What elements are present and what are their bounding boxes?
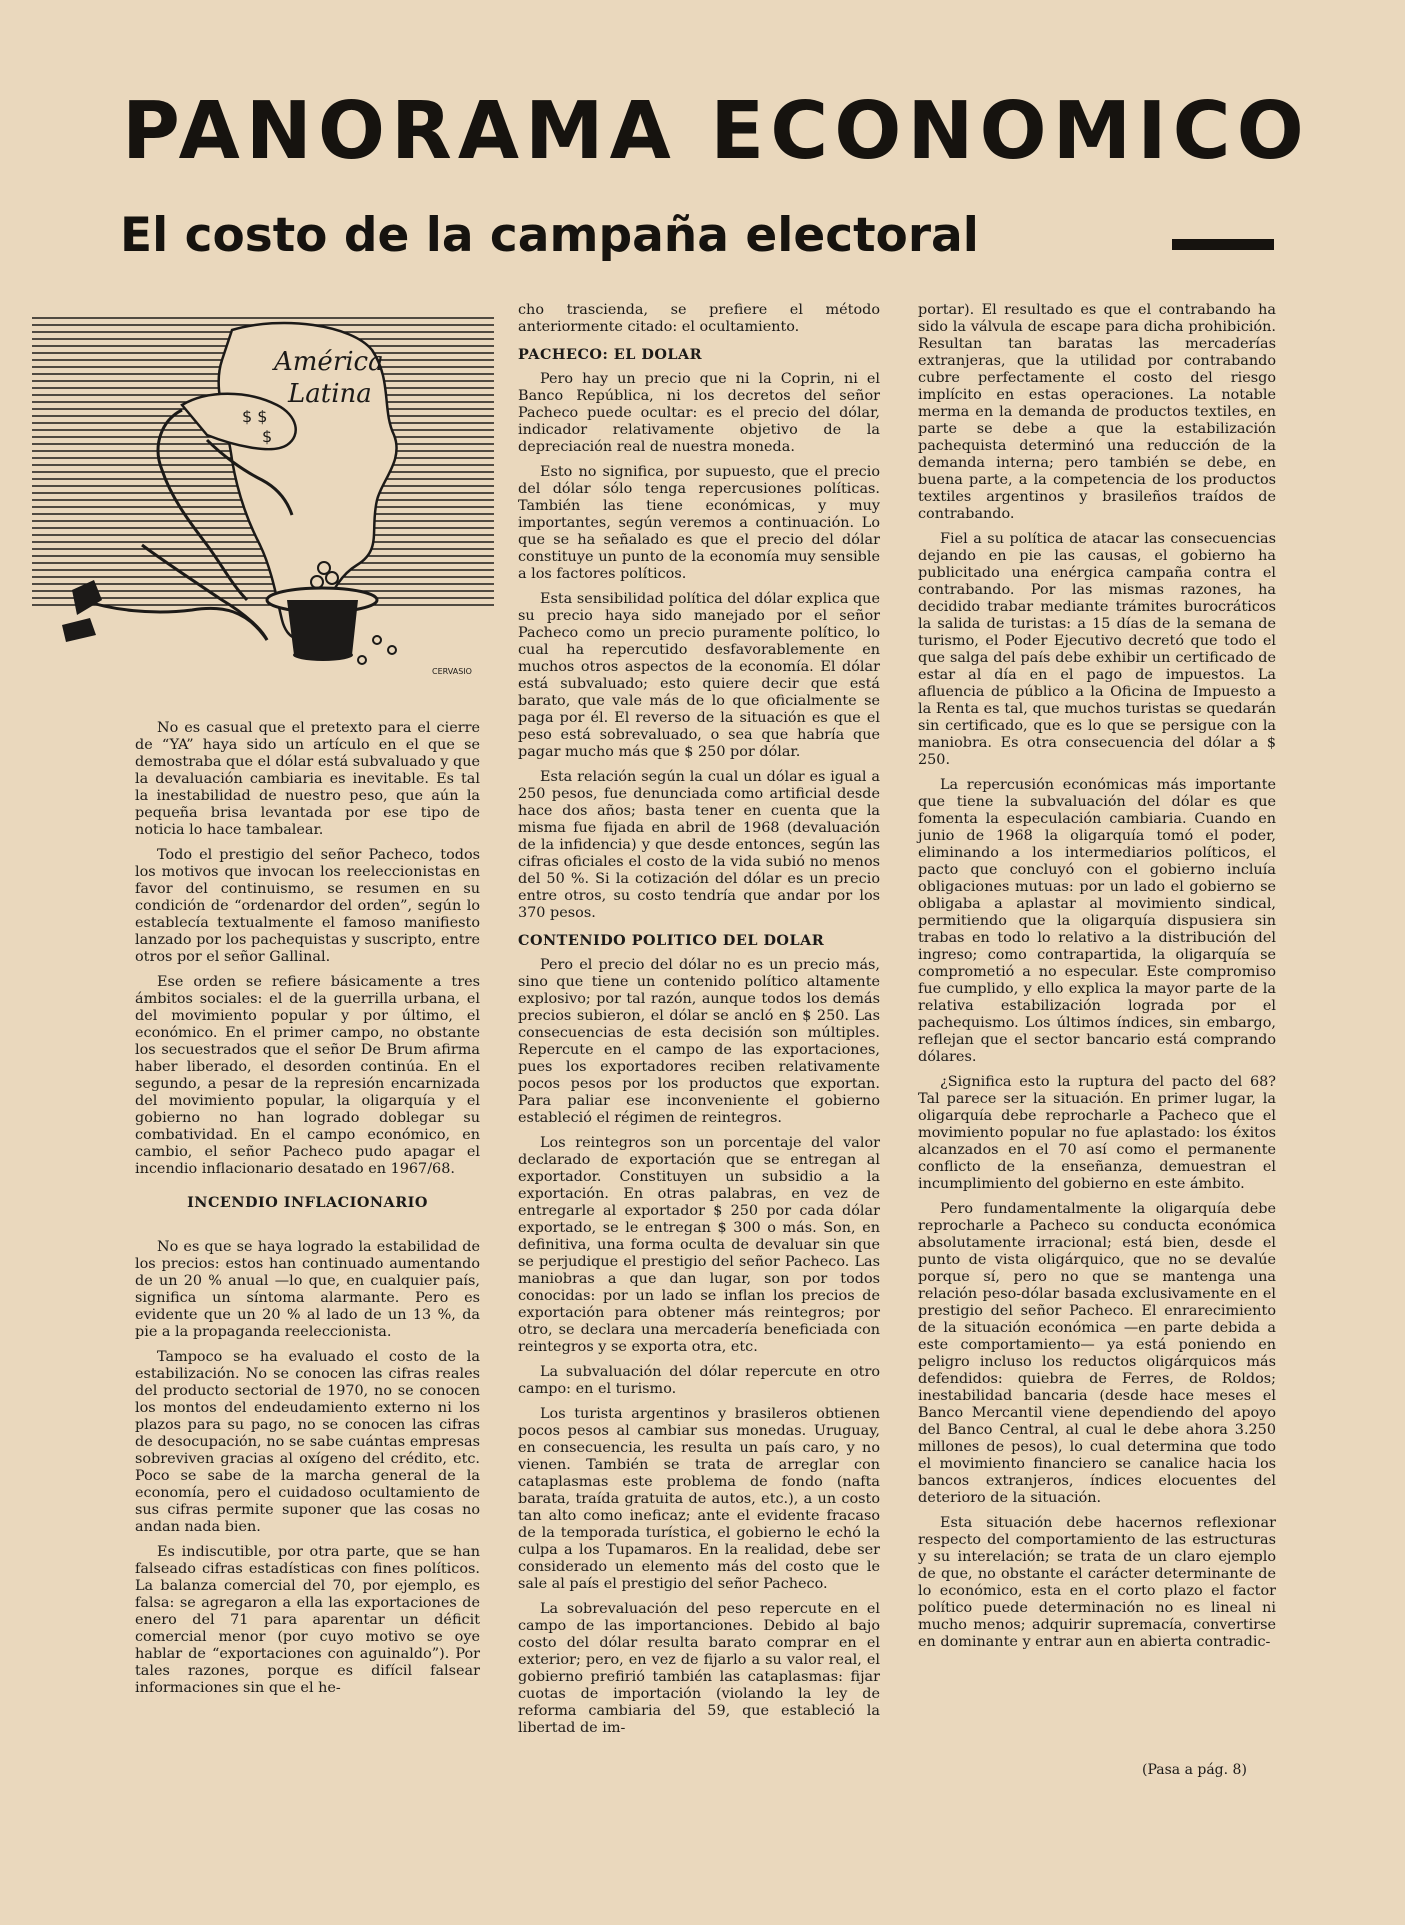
section-heading: CONTENIDO POLITICO DEL DOLAR bbox=[518, 932, 825, 949]
paragraph: Esta sensibilidad política del dólar explica que su precio haya sido manejado por el señor Pacheco como un precio puramente político, lo cual ha repercutido desfavorablemente en muchos otros aspectos de la economía. El dólar está subvaluado; esto quiere decir que está barato, que vale más de lo que oficialmente se paga por él. El reverso de la situación es que el peso está sobrevaluado, o sea que habría que pagar mucho más que $ 250 por dólar. bbox=[518, 591, 880, 760]
paragraph: Pero hay un precio que ni la Coprin, ni el Banco República, ni los decretos del señor Pacheco puede ocultar: es el precio del dólar, indicador relativamente objetivo de la depreciación real de nuestra moneda. bbox=[518, 371, 880, 455]
paragraph: Pero el precio del dólar no es un precio más, sino que tiene un contenido político altamente explosivo; por tal razón, aunque todos los demás precios subieron, el dólar se ancló en $ 250. Las consecuencias de esta decisión son múltiples. Repercute en el campo de las exportaciones, pues los exportadores reciben relativamente pocos pesos por los productos que exportan. Para paliar ese inconveniente el gobierno estableció el régimen de reintegros. bbox=[518, 957, 880, 1126]
paragraph: cho trascienda, se prefiere el método anteriormente citado: el ocultamiento. bbox=[518, 302, 880, 335]
paragraph: La sobrevaluación del peso repercute en el campo de las importanciones. Debido al bajo costo del dólar resulta barato comprar en el exterior; pero, en vez de fijarlo a su valor real, el gobierno prefirió también las cataplasmas: fijar cuotas de importación (violando la ley de reforma cambiaria del 59, que estableció la libertad de im- bbox=[518, 1601, 880, 1736]
paragraph: portar). El resultado es que el contrabando ha sido la válvula de escape para dicha prohibición. Resultan tan baratas las mercaderías extranjeras, que la utilidad por contrabando cubre perfectamente el costo del riesgo implícito en estas operaciones. La notable merma en la demanda de productos textiles, en parte se debe a que la estabilización pachequista determinó una reducción de la demanda interna; pero también se debe, en buena parte, a la competencia de los productos textiles argentinos y brasileños traídos de contrabando. bbox=[918, 302, 1276, 522]
cartoon-caption-line1: América bbox=[274, 347, 384, 377]
paragraph: La repercusión económicas más importante que tiene la subvaluación del dólar es que fomenta la especulación cambiaria. Cuando en junio de 1968 la oligarquía tomó el poder, eliminando a los intermediarios políticos, el pacto que concluyó con el gobierno incluía obligaciones mutuas: por un lado el gobierno se obligaba a aplastar al movimiento sindical, permitiendo que la oligarquía dispusiera sin trabas en todo lo relativo a la distribución del ingreso; como contrapartida, la oligarquía se comprometió a no especular. Este compromiso fue cumplido, y ello explica la mayor parte de la relativa estabilización lograda por el pachequismo. Los últimos índices, sin embargo, reflejan que el sector bancario está comprando dólares. bbox=[918, 777, 1276, 1065]
paragraph: No es casual que el pretexto para el cierre de “YA” haya sido un artículo en el que se demostraba que el dólar está subvaluado y que la devaluación cambiaria es inevitable. Es tal la inestabilidad de nuestro peso, que aún la pequeña brisa levantada por ese tipo de noticia lo hace tambalear. bbox=[135, 720, 480, 838]
section-heading: INCENDIO INFLACIONARIO bbox=[187, 1194, 428, 1211]
paragraph: No es que se haya logrado la estabilidad de los precios: estos han continuado aumentando de un 20 % anual —lo que, en cualquier país, significa un síntoma alarmante. Pero es evidente que un 20 % al lado de un 13 %, da pie a la propaganda reeleccionista. bbox=[135, 1239, 480, 1340]
paragraph: La subvaluación del dólar repercute en otro campo: en el turismo. bbox=[518, 1364, 880, 1397]
column-3 bbox=[918, 302, 1276, 1659]
paragraph: Es indiscutible, por otra parte, que se han falseado cifras estadísticas con fines políticos. La balanza comercial del 70, por ejemplo, es falsa: se agregaron a ella las exportaciones de enero del 71 para aparentar un déficit comercial menor (por cuyo motivo se oye hablar de “exportaciones con aguinaldo”). Por tales razones, porque es difícil falsear informaciones sin que el he- bbox=[135, 1544, 480, 1696]
cartoon-caption-line2: Latina bbox=[288, 379, 372, 409]
column-2 bbox=[518, 302, 880, 1745]
svg-text:$: $ bbox=[262, 427, 273, 446]
paragraph: Esta situación debe hacernos reflexionar respecto del comportamiento de las estructuras y su interelación; se trata de un claro ejemplo de que, no obstante el carácter determinante de lo económico, esta en el corto plazo el factor político puede determinación no es lineal ni mucho menos; adquirir supremacía, convertirse en dominante y entrar aun en abierta contradic- bbox=[918, 1515, 1276, 1650]
cartoon-signature: CERVASIO bbox=[432, 667, 472, 676]
continued-note: (Pasa a pág. 8) bbox=[1142, 1762, 1247, 1778]
paragraph: ¿Significa esto la ruptura del pacto del 68? Tal parece ser la situación. En primer lugar, la oligarquía debe reprocharle a Pacheco que el movimiento popular no fue aplastado: los éxitos alcanzados en el 70 así como el permanente conflicto de la enseñanza, demuestran el incumplimiento del gobierno en este ámbito. bbox=[918, 1074, 1276, 1192]
section-heading: PACHECO: EL DOLAR bbox=[518, 346, 703, 363]
paragraph: Los turista argentinos y brasileros obtienen pocos pesos al cambiar sus monedas. Uruguay, en consecuencia, les resulta un país caro, y no vienen. También se trata de arreglar con cataplasmas este problema de fondo (nafta barata, traída gratuita de autos, etc.), a un costo tan alto como ineficaz; ante el evidente fracaso de la temporada turística, el gobierno le echó la culpa a los Tupamaros. En la realidad, debe ser considerado un elemento más del costo que le sale al país el prestigio del señor Pacheco. bbox=[518, 1406, 880, 1592]
paragraph: Los reintegros son un porcentaje del valor declarado de exportación que se entregan al exportador. Constituyen un subsidio a la exportación. En otras palabras, en vez de entregarle al exportador $ 250 por cada dólar exportado, se le entregan $ 300 o más. Son, en definitiva, una forma oculta de devaluar sin que se perjudique el prestigio del señor Pacheco. Las maniobras a que dan lugar, son por todos conocidas: por un lado se inflan los precios de exportación para obtener más reintegros; por otro, se declara una mercadería beneficiada con reintegros y se exporta otra, etc. bbox=[518, 1135, 880, 1355]
masthead: PANORAMA ECONOMICO bbox=[122, 85, 1310, 177]
svg-text:$ $: $ $ bbox=[242, 407, 268, 426]
column-1 bbox=[135, 720, 480, 1705]
article-title: El costo de la campaña electoral bbox=[120, 208, 979, 263]
cartoon-illustration bbox=[32, 310, 494, 678]
paragraph: Fiel a su política de atacar las consecuencias dejando en pie las causas, el gobierno ha publicitado una enérgica campaña contra el contrabando. Por las mismas razones, ha decidido trabar mediante trámites burocráticos la salida de turistas: a 15 días de la semana de turismo, el Poder Ejecutivo decretó que todo el que salga del país debe exhibir un certificado de estar al día en el pago de impuestos. La afluencia de público a la Oficina de Impuesto a la Renta es tal, que muchos turistas se quedarán sin certificado, que es lo que se persigue con la maniobra. Es otra consecuencia del dólar a $ 250. bbox=[918, 531, 1276, 768]
paragraph: Esto no significa, por supuesto, que el precio del dólar sólo tenga repercusiones políticas. También las tiene económicas, y muy importantes, según veremos a continuación. Lo que se ha señalado es que el precio del dólar constituye un punto de la economía muy sensible a los factores políticos. bbox=[518, 464, 880, 582]
paragraph: Esta relación según la cual un dólar es igual a 250 pesos, fue denunciada como artificial desde hace dos años; basta tener en cuenta que la misma fue fijada en abril de 1968 (devaluación de la infidencia) y que desde entonces, según las cifras oficiales el costo de la vida subió no menos del 50 %. Si la cotización del dólar es un precio entre otros, su costo tendría que andar por los 370 pesos. bbox=[518, 769, 880, 921]
title-rule bbox=[1172, 239, 1274, 250]
paragraph: Ese orden se refiere básicamente a tres ámbitos sociales: el de la guerrilla urbana, el del movimiento popular y por último, el económico. En el primer campo, no obstante los secuestrados que el señor De Brum afirma haber liberado, el desorden continúa. En el segundo, a pesar de la represión encarnizada del movimiento popular, la oligarquía y el gobierno no han logrado doblegar su combatividad. En el campo económico, en cambio, el señor Pacheco pudo apagar el incendio inflacionario desatado en 1967/68. bbox=[135, 974, 480, 1177]
paragraph: Pero fundamentalmente la oligarquía debe reprocharle a Pacheco su conducta económica absolutamente irracional; está bien, desde el punto de vista oligárquico, que no se devalúe porque sí, pero no que se mantenga una relación peso-dólar basada exclusivamente en el prestigio del señor Pacheco. El enrarecimiento de la situación económica —en parte debida a este comportamiento— ya está poniendo en peligro incluso los reductos oligárquicos más defendidos: quiebra de Ferres, de Roldos; inestabilidad bancaria (desde hace meses el Banco Mercantil viene dependiendo del apoyo del Banco Central, al cual le debe ahora 3.250 millones de pesos), lo cual determina que todo el movimiento financiero se canalice hacia los bancos extranjeros, índices elocuentes del deterioro de la situación. bbox=[918, 1201, 1276, 1506]
paragraph: Tampoco se ha evaluado el costo de la estabilización. No se conocen las cifras reales del producto sectorial de 1970, no se conocen los montos del endeudamiento externo ni los plazos para su pago, no se conocen las cifras de desocupación, no se sabe cuántas empresas sobreviven gracias al oxígeno del crédito, etc. Poco se sabe de la marcha general de la economía, pero el cuidadoso ocultamiento de sus cifras permite suponer que las cosas no andan nada bien. bbox=[135, 1349, 480, 1535]
paragraph: Todo el prestigio del señor Pacheco, todos los motivos que invocan los reeleccionistas en favor del continuismo, se resumen en su condición de “ordenardor del orden”, según lo establecía textualmente el famoso manifiesto lanzado por los pachequistas y suscripto, entre otros por el señor Gallinal. bbox=[135, 847, 480, 965]
